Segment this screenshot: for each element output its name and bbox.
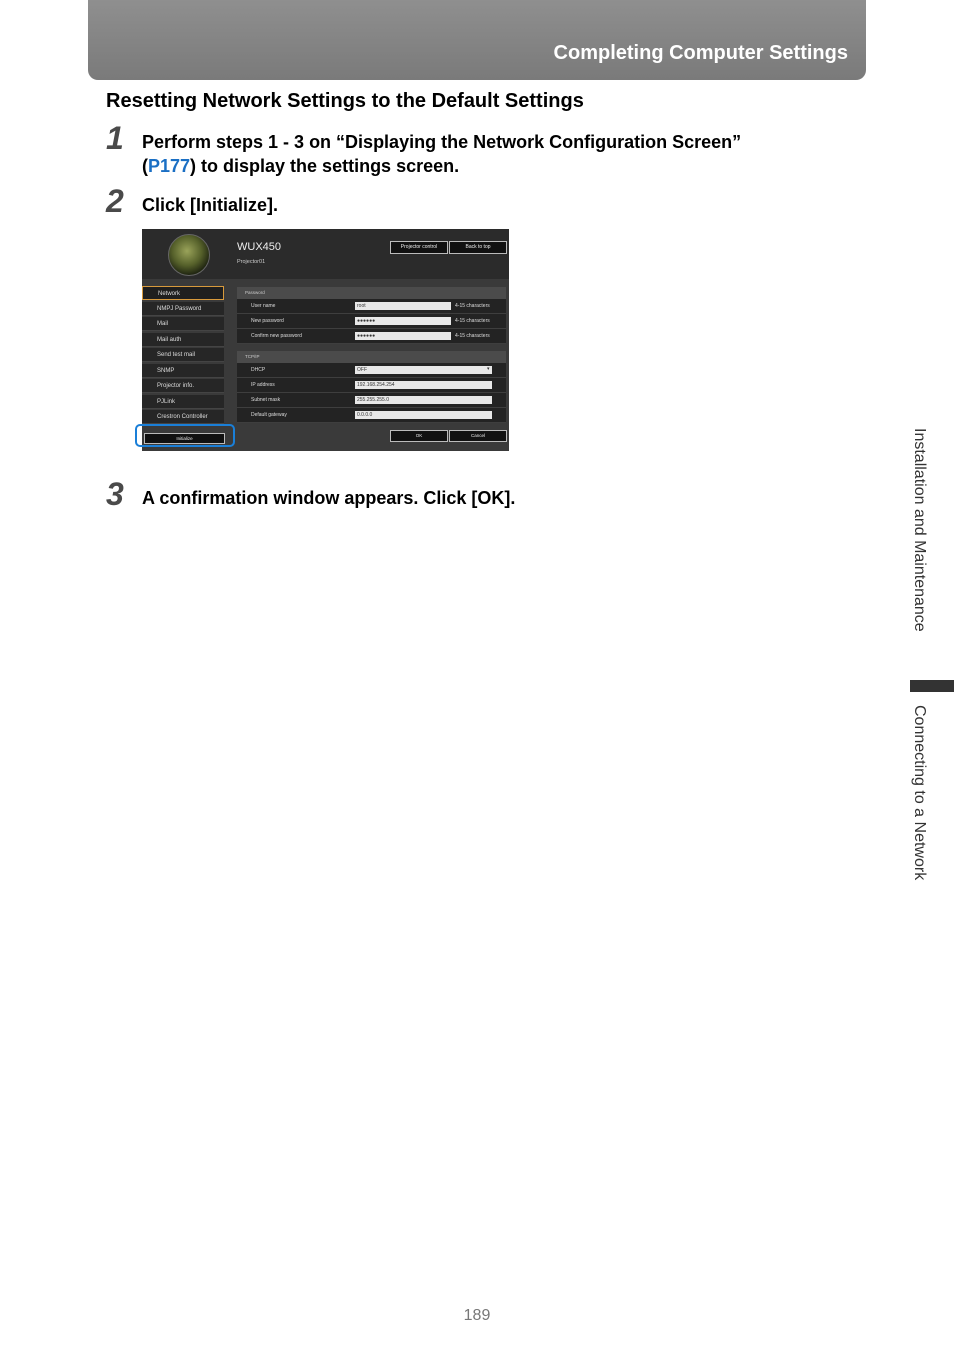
dhcp-label: DHCP <box>251 367 266 373</box>
subnet-mask-input[interactable]: 255.255.255.0 <box>355 396 492 404</box>
menu-item-crestron-controller[interactable]: Crestron Controller <box>142 410 224 424</box>
default-gateway-row <box>237 408 506 423</box>
initialize-highlight <box>135 424 235 447</box>
ip-address-input[interactable]: 192.168.254.254 <box>355 381 492 389</box>
side-tab-installation: Installation and Maintenance <box>911 428 928 632</box>
menu-item-send-test-mail[interactable]: Send test mail <box>142 348 224 362</box>
user-name-hint: 4-15 characters <box>455 303 490 309</box>
confirm-password-hint: 4-15 characters <box>455 333 490 339</box>
projector-control-button[interactable]: Projector control <box>390 241 448 254</box>
dhcp-select[interactable]: OFF <box>355 366 492 374</box>
ok-button[interactable]: OK <box>390 430 448 442</box>
model-name: WUX450 <box>237 241 282 253</box>
menu-item-pjlink[interactable]: PJLink <box>142 395 224 409</box>
step-number-3: 3 <box>106 476 124 512</box>
new-password-label: New password <box>251 318 284 324</box>
step-3-text: A confirmation window appears. Click [OK]. <box>142 488 516 508</box>
step-1-line-2 <box>142 154 741 178</box>
menu-item-snmp[interactable]: SNMP <box>142 364 224 378</box>
side-tab-marker <box>910 680 954 692</box>
step-number-1: 1 <box>106 120 124 156</box>
tcpip-panel <box>237 351 506 423</box>
step-1-paren: ( <box>142 156 148 176</box>
menu-item-mail-auth[interactable]: Mail auth <box>142 333 224 347</box>
step-1-rest: ) to display the settings screen. <box>190 156 460 176</box>
default-gateway-label: Default gateway <box>251 412 287 418</box>
page-link-p177[interactable]: P177 <box>148 156 191 176</box>
user-name-input[interactable]: root <box>355 302 451 310</box>
user-name-label: User name <box>251 303 276 309</box>
menu-item-mail[interactable]: Mail <box>142 317 224 331</box>
step-number-2: 2 <box>106 183 124 219</box>
step-1-text <box>142 130 741 178</box>
confirm-password-label: Confirm new password <box>251 333 302 339</box>
default-gateway-input[interactable]: 0.0.0.0 <box>355 411 492 419</box>
new-password-input[interactable]: ●●●●●● <box>355 317 451 325</box>
new-password-hint: 4-15 characters <box>455 318 490 324</box>
ip-address-row <box>237 378 506 393</box>
header-band <box>88 0 866 80</box>
password-panel <box>237 287 506 344</box>
subnet-mask-label: Subnet mask <box>251 397 281 403</box>
confirm-password-row <box>237 329 506 344</box>
ip-address-label: IP address <box>251 382 275 388</box>
menu-item-network[interactable]: Network <box>142 286 224 300</box>
subnet-mask-row <box>237 393 506 408</box>
menu-item-nmpj-password[interactable]: NMPJ Password <box>142 302 224 316</box>
header-title: Completing Computer Settings <box>553 42 848 64</box>
page-number: 189 <box>463 1307 491 1324</box>
cancel-button[interactable]: Cancel <box>449 430 507 442</box>
settings-menu <box>142 286 224 426</box>
tcpip-panel-title: TCP/IP <box>237 351 506 363</box>
settings-screenshot <box>142 229 509 451</box>
menu-item-projector-info[interactable]: Projector info. <box>142 379 224 393</box>
step-1-line-1: Perform steps 1 - 3 on “Displaying the Network Configuration Screen” <box>142 132 742 152</box>
dhcp-row <box>237 363 506 378</box>
user-name-row <box>237 299 506 314</box>
back-to-top-button[interactable]: Back to top <box>449 241 507 254</box>
projector-name: Projector01 <box>237 259 266 265</box>
section-title: Resetting Network Settings to the Default Settings <box>106 90 584 112</box>
confirm-password-input[interactable]: ●●●●●● <box>355 332 451 340</box>
dropdown-arrow-icon: ▾ <box>487 366 490 372</box>
initialize-button[interactable]: Initialize <box>144 433 225 444</box>
step-2-text: Click [Initialize]. <box>142 195 279 215</box>
password-panel-title: Password <box>237 287 506 299</box>
side-tab-network: Connecting to a Network <box>911 705 928 881</box>
new-password-row <box>237 314 506 329</box>
globe-icon <box>168 234 210 276</box>
